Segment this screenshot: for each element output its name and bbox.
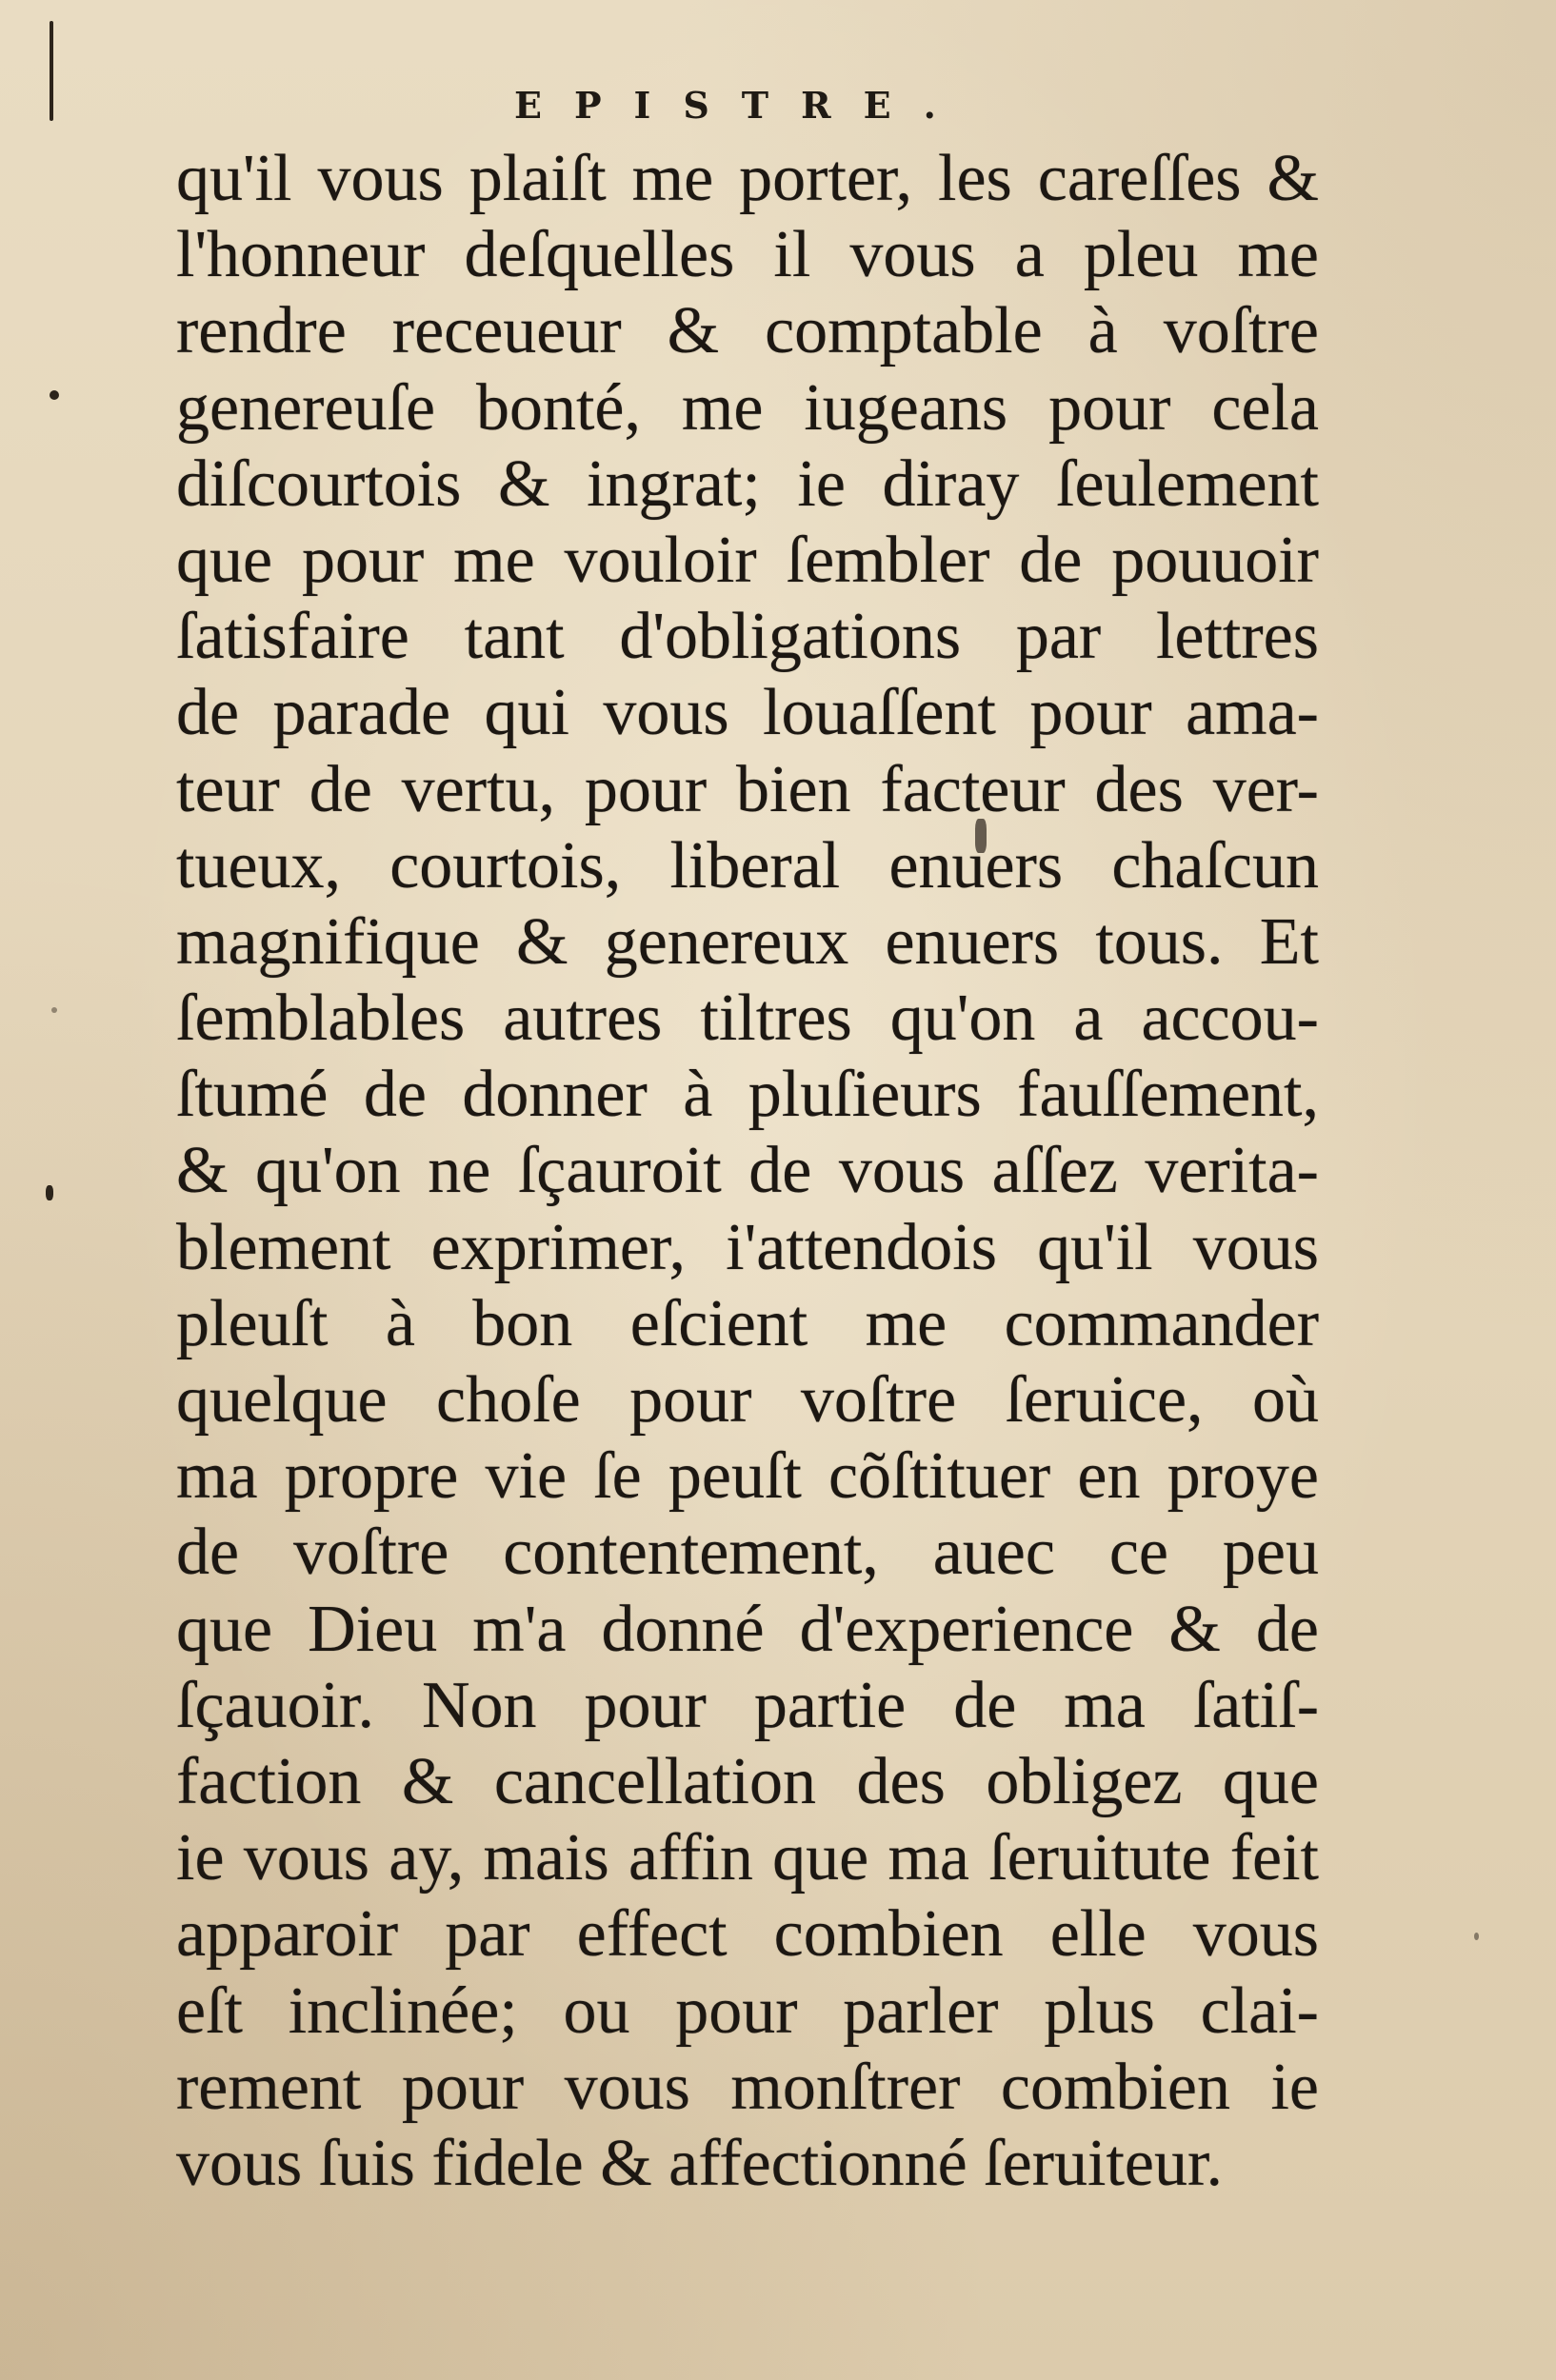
text-line: vous ſuis fidele & affectionné ſeruiteur. <box>176 2126 1223 2200</box>
text-line: genereuſe bonté, me iugeans pour cela <box>176 370 1319 445</box>
text-line: ie vous ay, mais affin que ma ſeruitute feit <box>176 1821 1319 1895</box>
ink-speck <box>46 1185 53 1200</box>
text-line: apparoir par effect combien elle vous <box>176 1897 1319 1972</box>
text-line: que Dieu m'a donné d'experience & de <box>176 1592 1319 1666</box>
text-line: quelque choſe pour voſtre ſeruice, où <box>176 1363 1319 1437</box>
text-line: de voſtre contentement, auec ce peu <box>176 1516 1319 1590</box>
body-text <box>176 141 1319 2202</box>
text-line: ſemblables autres tiltres qu'on a accou- <box>176 982 1319 1056</box>
running-header: EPISTRE. <box>514 84 968 127</box>
text-line: ſçauoir. Non pour partie de ma ſatiſ- <box>176 1668 1319 1742</box>
binding-mark <box>50 21 53 121</box>
text-line: diſcourtois & ingrat; ie diray ſeulement <box>176 446 1319 521</box>
text-line: magnifique & genereux enuers tous. Et <box>176 904 1319 979</box>
text-line: rendre receueur & comptable à voſtre <box>176 294 1319 368</box>
text-line: que pour me vouloir ſembler de pouuoir <box>176 523 1319 597</box>
ink-speck <box>1474 1933 1479 1940</box>
text-line: qu'il vous plaiſt me porter, les careſſes & <box>176 142 1319 215</box>
text-line: de parade qui vous louaſſent pour ama- <box>176 676 1319 750</box>
text-line: tueux, courtois, liberal enuers chaſcun <box>176 828 1319 902</box>
ink-speck <box>50 390 59 400</box>
text-line: ſtumé de donner à pluſieurs fauſſement, <box>176 1058 1319 1132</box>
text-line: eſt inclinée; ou pour parler plus clai- <box>176 1973 1319 2048</box>
text-line: rement pour vous monſtrer combien ie <box>176 2050 1319 2124</box>
text-line: faction & cancellation des obligez que <box>176 1744 1319 1818</box>
text-line: ſatisfaire tant d'obligations par lettres <box>176 600 1319 674</box>
text-line: teur de vertu, pour bien facteur des ver- <box>176 752 1319 826</box>
ink-speck <box>51 1007 57 1013</box>
text-line: ma propre vie ſe peuſt cõſtituer en proye <box>176 1439 1319 1514</box>
text-line: l'honneur deſquelles il vous a pleu me <box>176 218 1319 292</box>
text-line: pleuſt à bon eſcient me commander <box>176 1286 1319 1360</box>
text-line: blement exprimer, i'attendois qu'il vous <box>176 1210 1319 1284</box>
text-line: & qu'on ne ſçauroit de vous aſſez verita- <box>176 1134 1319 1208</box>
